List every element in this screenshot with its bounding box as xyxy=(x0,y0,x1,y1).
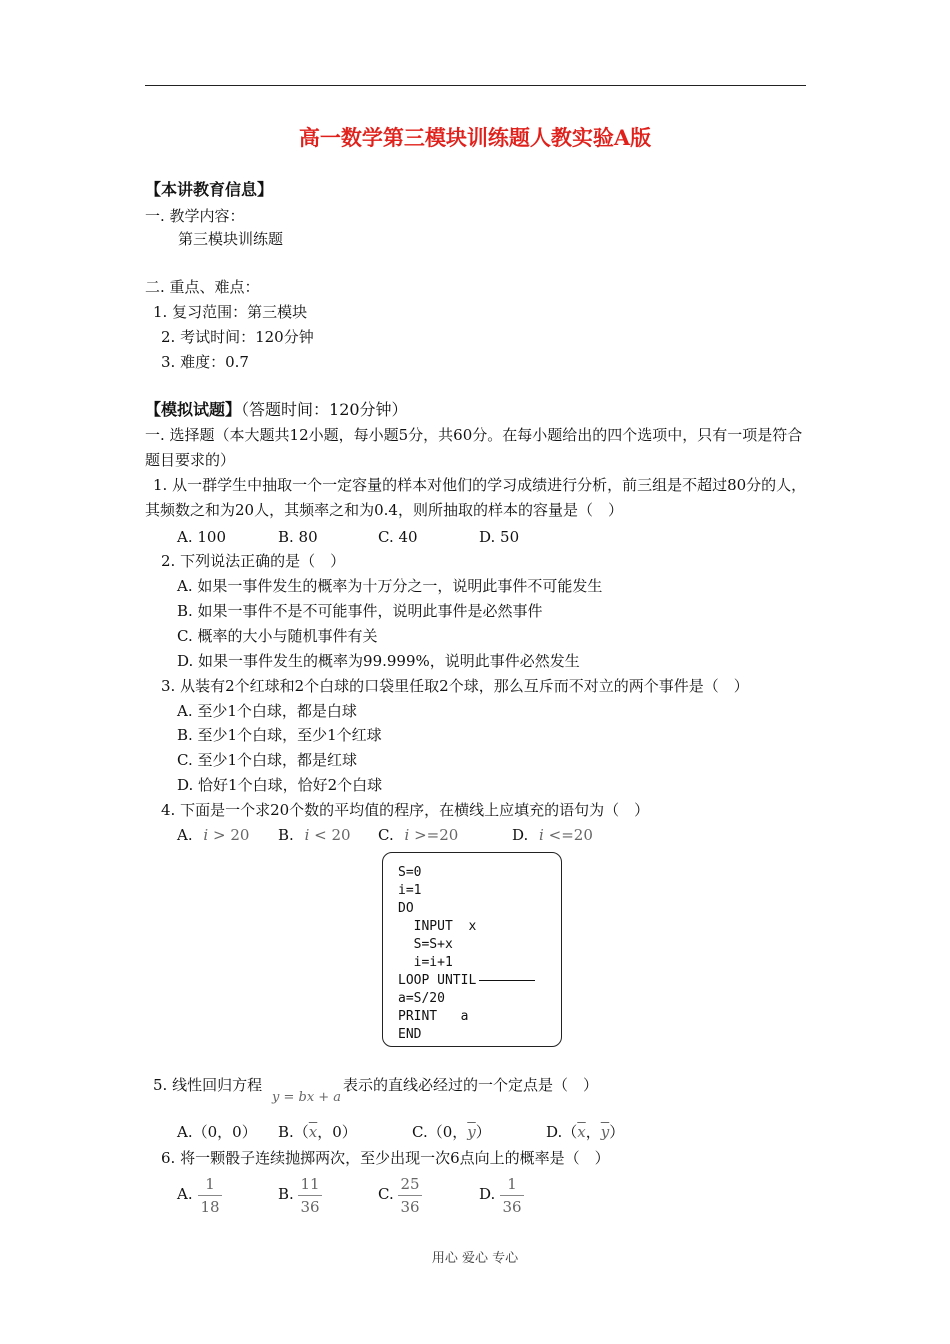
q4-option-d xyxy=(512,825,593,845)
loop-keyword: LOOP UNTIL xyxy=(398,973,477,988)
q5-equation: y = bx + a xyxy=(272,1090,342,1105)
option-op: < 20 xyxy=(314,826,351,844)
fraction-bar xyxy=(198,1195,222,1196)
option-sep: ， xyxy=(585,1123,601,1141)
option-label: D. xyxy=(512,826,529,844)
fraction-bar xyxy=(398,1195,422,1196)
q4-stem: 4. 下面是一个求20个数的平均值的程序，在横线上应填充的语句为（ ） xyxy=(161,801,650,819)
program-box xyxy=(382,852,562,1047)
header-rule xyxy=(145,85,806,86)
q5-stem-after: 表示的直线必经过的一个定点是（ ） xyxy=(343,1076,599,1094)
exam-header-title: 【模拟试题】 xyxy=(145,400,242,419)
program-line: S=S+x xyxy=(398,937,453,952)
option-op: <=20 xyxy=(548,826,593,844)
q1-option-c: C. 40 xyxy=(378,528,418,546)
denominator: 36 xyxy=(400,1198,420,1216)
q2-stem: 2. 下列说法正确的是（ ） xyxy=(161,552,346,570)
program-line: S=0 xyxy=(398,865,422,880)
option-prefix: B.（ xyxy=(278,1123,309,1141)
q5-option-d xyxy=(546,1122,624,1142)
part1-intro: 一. 选择题（本大题共12小题，每小题5分，共60分。在每小题给出的四个选项中，只有一项是符合题目要求的） xyxy=(145,426,803,469)
q5-option-a: A.（0，0） xyxy=(177,1123,257,1141)
q2-option-a: A. 如果一事件发生的概率为十万分之一，说明此事件不可能发生 xyxy=(177,577,603,595)
y-bar: $\overline{y}$ xyxy=(467,1123,476,1141)
program-line: DO xyxy=(398,901,414,916)
option-label: C. xyxy=(378,826,394,844)
q3-stem: 3. 从装有2个红球和2个白球的口袋里任取2个球，那么互斥而不对立的两个事件是（ ） xyxy=(161,677,749,695)
q3-option-c: C. 至少1个白球，都是红球 xyxy=(177,751,358,769)
option-var: i xyxy=(404,826,410,844)
q4-option-b xyxy=(278,825,351,845)
option-rest: ） xyxy=(609,1123,625,1141)
q3-option-b: B. 至少1个白球，至少1个红球 xyxy=(177,726,382,744)
q2-option-b: B. 如果一事件不是不可能事件，说明此事件是必然事件 xyxy=(177,602,543,620)
program-line: PRINT a xyxy=(398,1009,469,1024)
q3-option-d: D. 恰好1个白球，恰好2个白球 xyxy=(177,776,383,794)
q2-option-c: C. 概率的大小与随机事件有关 xyxy=(177,627,378,645)
fraction-bar xyxy=(298,1195,322,1196)
page-title: 高一数学第三模块训练题人教实验A版 xyxy=(298,125,652,150)
key-item: 2. 考试时间：120分钟 xyxy=(161,328,314,346)
key-label: 二. 重点、难点： xyxy=(145,278,260,296)
fill-in-blank xyxy=(479,980,535,981)
q6-stem: 6. 将一颗骰子连续抛掷两次，至少出现一次6点向上的概率是（ ） xyxy=(161,1149,610,1167)
q6-option-a-fraction xyxy=(196,1174,224,1217)
q6-option-c-fraction xyxy=(396,1174,424,1217)
program-line-loop xyxy=(398,972,535,990)
info-section-header: 【本讲教育信息】 xyxy=(145,180,274,199)
q5-option-c xyxy=(412,1122,491,1142)
q4-option-a xyxy=(177,825,249,845)
program-line: i=1 xyxy=(398,883,422,898)
denominator: 36 xyxy=(300,1198,320,1216)
denominator: 18 xyxy=(200,1198,220,1216)
option-op: > 20 xyxy=(212,826,250,844)
q1-option-d: D. 50 xyxy=(479,528,520,546)
denominator: 36 xyxy=(502,1198,522,1216)
exam-header-note: （答题时间：120分钟） xyxy=(241,400,408,419)
key-item: 1. 复习范围：第三模块 xyxy=(153,303,308,321)
numerator: 25 xyxy=(400,1175,420,1193)
q6-option-d-label: D. xyxy=(479,1185,496,1203)
fraction-bar xyxy=(500,1195,524,1196)
page-footer: 用心 爱心 专心 xyxy=(431,1251,519,1266)
option-rest: ，0） xyxy=(317,1123,357,1141)
q5-option-b xyxy=(278,1122,357,1142)
content-label: 一. 教学内容： xyxy=(145,207,245,225)
option-prefix: C.（0， xyxy=(412,1123,468,1141)
q1-stem: 1. 从一群学生中抽取一个一定容量的样本对他们的学习成绩进行分析，前三组是不超过80分的人，其频数之和为20人，其频率之和为0.4，则所抽取的样本的容量是（ ） xyxy=(145,476,807,519)
option-var: i xyxy=(203,826,209,844)
q5-stem-before: 5. 线性回归方程 xyxy=(153,1076,263,1094)
option-rest: ） xyxy=(475,1123,491,1141)
q6-option-b-label: B. xyxy=(278,1185,294,1203)
content-value: 第三模块训练题 xyxy=(178,230,284,248)
program-line: INPUT x xyxy=(398,919,477,934)
q4-option-c xyxy=(378,825,458,845)
exam-section-header xyxy=(145,400,408,420)
key-item: 3. 难度：0.7 xyxy=(161,353,249,371)
numerator: 11 xyxy=(300,1175,320,1193)
x-bar: $\overline{x}$ xyxy=(308,1123,318,1141)
option-label: A. xyxy=(177,826,193,844)
option-label: B. xyxy=(278,826,294,844)
q6-option-c-label: C. xyxy=(378,1185,394,1203)
numerator: 1 xyxy=(507,1175,517,1193)
q6-option-a-label: A. xyxy=(177,1185,193,1203)
option-op: >=20 xyxy=(414,826,459,844)
program-line: END xyxy=(398,1027,422,1042)
y-bar: $\overline{y}$ xyxy=(600,1123,610,1141)
q6-option-b-fraction xyxy=(296,1174,324,1217)
q1-option-b: B. 80 xyxy=(278,528,318,546)
q1-option-a: A. 100 xyxy=(177,528,226,546)
q3-option-a: A. 至少1个白球，都是白球 xyxy=(177,702,357,720)
option-var: i xyxy=(304,826,310,844)
numerator: 1 xyxy=(205,1175,215,1193)
x-bar: $\overline{x}$ xyxy=(577,1123,586,1141)
q2-option-d: D. 如果一事件发生的概率为99.999%，说明此事件必然发生 xyxy=(177,652,580,670)
program-line: i=i+1 xyxy=(398,955,453,970)
program-line: a=S/20 xyxy=(398,991,445,1006)
option-var: i xyxy=(539,826,544,844)
option-prefix: D.（ xyxy=(546,1123,578,1141)
q6-option-d-fraction xyxy=(498,1174,526,1217)
